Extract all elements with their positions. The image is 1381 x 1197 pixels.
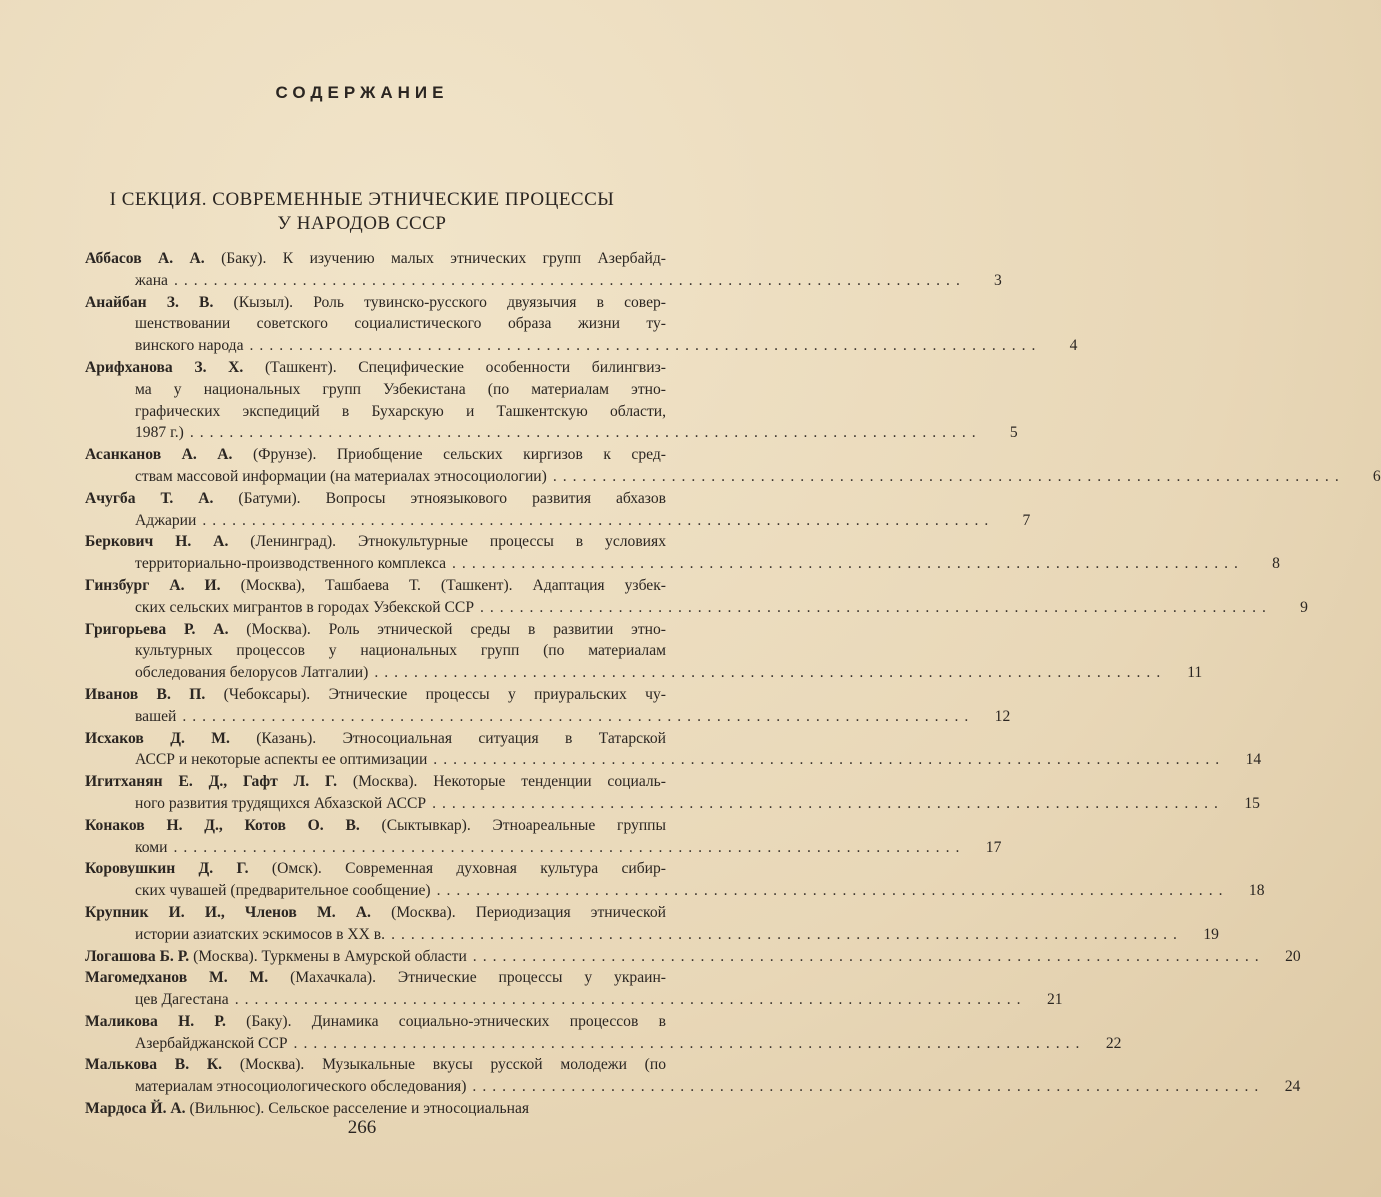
toc-page-ref: 22 [1105, 1034, 1122, 1052]
toc-entry-line [85, 640, 666, 662]
toc-entry-last-line [85, 662, 1203, 684]
toc-entry [85, 815, 1002, 859]
toc-entry-line [85, 531, 666, 553]
toc-entry-line [85, 313, 666, 335]
toc-page-ref: 17 [985, 838, 1002, 856]
toc-title-text: (Батуми). Вопросы этноязыкового развития абхазов [213, 489, 666, 507]
toc-title-text: (Фрунзе). Приобщение сельских киргизов к сред- [232, 446, 666, 464]
toc-author: Исхаков Д. М. [85, 729, 230, 747]
toc-entry [85, 946, 1301, 968]
toc-title-text: (Ленинград). Этнокультурные процессы в условиях [228, 533, 667, 551]
toc-title-text: (Чебоксары). Этнические процессы у приуральских чу- [205, 685, 666, 703]
toc-title-text: ских сельских мигрантов в городах Узбекской ССР [135, 598, 474, 616]
toc-author: Логашова Б. Р. [85, 947, 190, 965]
dot-leader: ................................................................................ [436, 882, 1229, 900]
toc-author: Маликова Н. Р. [85, 1012, 226, 1030]
dot-leader: ................................................................................ [472, 1078, 1265, 1096]
toc-entry-line [85, 248, 666, 270]
toc-entry-last-line [85, 837, 1002, 859]
toc-author: Ачугба Т. А. [85, 489, 214, 507]
toc-title-text: ного развития трудящихся Абхазской АССР [135, 794, 427, 812]
toc-title-text: цев Дагестана [135, 991, 229, 1009]
section-heading [60, 188, 664, 236]
toc-page-ref: 24 [1284, 1078, 1301, 1096]
toc-title-text: шенствовании советского социалистического образа жизни ту- [135, 315, 666, 333]
toc-entry-last-line [85, 880, 1265, 902]
toc-page-ref: 11 [1187, 664, 1203, 682]
toc-page-ref: 21 [1046, 991, 1063, 1009]
toc-title-text: (Москва). Периодизация этнической [370, 903, 666, 921]
toc-entry-line [85, 575, 666, 597]
toc-entry [85, 1011, 1122, 1055]
dot-leader: ................................................................................ [452, 555, 1244, 573]
toc-entry [85, 619, 1203, 684]
toc-author: Малькова В. К. [85, 1056, 223, 1074]
toc-title-text: (Москва), Ташбаева Т. (Ташкент). Адаптация узбек- [220, 576, 666, 594]
toc-title-text: истории азиатских эскимосов в XX в. [135, 925, 386, 943]
toc-page-ref: 9 [1300, 598, 1308, 616]
toc-title-text: (Сыктывкар). Этноареальные группы [359, 816, 666, 834]
dot-leader: ................................................................................ [202, 511, 995, 529]
toc-author: Магомедханов М. М. [85, 969, 269, 987]
toc-entry [85, 357, 1018, 444]
section-heading-line-2: У НАРОДОВ СССР [277, 213, 447, 234]
toc-entry-last-line [85, 989, 1063, 1011]
toc-author: Мардоса Й. А. [85, 1100, 186, 1118]
toc-title-text: культурных процессов у национальных групп (по материалам [135, 642, 666, 660]
toc-entry-line [85, 902, 666, 924]
toc-page-ref: 7 [1022, 511, 1031, 529]
table-of-contents [85, 248, 1381, 1120]
toc-title-text: 1987 г.) [135, 424, 184, 442]
toc-author: Конаков Н. Д., Котов О. В. [85, 816, 360, 834]
toc-entry-line [85, 684, 666, 706]
toc-title-text: (Москва). Туркмены в Амурской области [189, 947, 467, 965]
toc-entry-last-line [85, 422, 1018, 444]
dot-leader: ................................................................................ [374, 664, 1167, 682]
page-number: 266 [347, 1117, 377, 1138]
toc-entry-last-line [85, 597, 1308, 619]
toc-entry-last-line [85, 335, 1078, 357]
toc-entry-line [85, 728, 666, 750]
toc-entry-last-line [85, 706, 1011, 728]
toc-entry-last-line [85, 1076, 1301, 1098]
toc-title-text: (Казань). Этносоциальная ситуация в Татарской [229, 729, 666, 747]
dot-leader: ................................................................................ [173, 271, 966, 289]
toc-author: Крупник И. И., Членов М. А. [85, 903, 371, 921]
toc-page-ref: 15 [1244, 794, 1260, 812]
toc-author: Иванов В. П. [85, 685, 206, 703]
toc-author: Анайбан З. В. [85, 293, 214, 311]
toc-entry-line [85, 488, 666, 510]
toc-title-text: материалам этносоциологического обследования) [135, 1078, 467, 1096]
toc-page-ref: 14 [1245, 751, 1262, 769]
toc-title-text: (Баку). Динамика социально-этнических процессов в [225, 1012, 666, 1030]
toc-entry-last-line [85, 793, 1260, 815]
toc-title-text: (Баку). К изучению малых этнических групп Азербайд- [204, 250, 666, 267]
toc-title-text: (Вильнюс). Сельское расселение и этносоциальная [185, 1100, 530, 1118]
dot-leader: ................................................................................ [293, 1034, 1086, 1052]
toc-title-text: (Махачкала). Этнические процессы у украин- [268, 969, 667, 987]
toc-title-text: Аджарии [135, 511, 197, 529]
toc-title-text: жана [135, 271, 168, 289]
toc-entry [85, 967, 1063, 1011]
toc-entry [85, 902, 1219, 946]
toc-title-text: (Кызыл). Роль тувинско-русского двуязычия в совер- [213, 293, 666, 311]
toc-entry-last-line [85, 466, 1381, 488]
toc-entry-line [85, 357, 666, 379]
toc-entry [85, 1054, 1301, 1098]
toc-author: Коровушкин Д. Г. [85, 860, 249, 878]
dot-leader: ................................................................................ [234, 991, 1027, 1009]
toc-entry-last-line [85, 553, 1280, 575]
toc-title-text: (Москва). Некоторые тенденции социаль- [337, 773, 666, 791]
toc-page-ref: 6 [1372, 467, 1381, 485]
dot-leader: ................................................................................ [432, 794, 1224, 812]
toc-title-text: ствам массовой информации (на материалах этносоциологии) [135, 467, 547, 485]
toc-title-text: коми [135, 838, 168, 856]
toc-title-text: АССР и некоторые аспекты ее оптимизации [135, 751, 428, 769]
toc-entry-line [85, 292, 666, 314]
toc-title-text: вашей [135, 707, 177, 725]
toc-title-text: ма у национальных групп Узбекистана (по материалам этно- [135, 380, 666, 398]
page-title: СОДЕРЖАНИЕ [275, 83, 449, 102]
toc-entry-last-line [85, 1033, 1122, 1055]
toc-entry [85, 488, 1031, 532]
toc-page-ref: 12 [994, 707, 1011, 725]
toc-entry [85, 771, 1260, 815]
toc-entry-line [85, 1011, 666, 1033]
toc-title-text: графических экспедиций в Бухарскую и Ташкентскую области, [135, 402, 666, 420]
dot-leader: ................................................................................ [433, 751, 1226, 769]
toc-author: Аббасов А. А. [85, 250, 205, 267]
toc-entry-last-line [85, 270, 1002, 292]
toc-title-text: территориально-производственного комплекса [135, 555, 447, 573]
dot-leader: ................................................................................ [391, 925, 1183, 943]
dot-leader: ................................................................................ [189, 424, 982, 442]
dot-leader: ................................................................................ [552, 467, 1345, 485]
toc-entry-line [85, 858, 666, 880]
toc-title-text: Азербайджанской ССР [135, 1034, 288, 1052]
toc-title-text: обследования белорусов Латгалии) [135, 664, 369, 682]
toc-entry-line [85, 619, 666, 641]
toc-author: Беркович Н. А. [85, 533, 229, 551]
toc-entry-last-line [85, 946, 1301, 968]
section-heading-line-1: I СЕКЦИЯ. СОВРЕМЕННЫЕ ЭТНИЧЕСКИЕ ПРОЦЕССЫ [109, 189, 615, 210]
toc-title-text: винского народа [135, 337, 244, 355]
toc-entry [85, 444, 1381, 488]
toc-author: Григорьева Р. А. [85, 620, 229, 638]
toc-page-ref: 8 [1272, 555, 1280, 573]
toc-entry-line [85, 401, 666, 423]
toc-page-ref: 19 [1203, 925, 1219, 943]
dot-leader: ................................................................................ [182, 707, 975, 725]
toc-author: Асанканов А. А. [85, 446, 233, 464]
toc-title-text: (Ташкент). Специфические особенности билингвиз- [243, 358, 666, 376]
toc-author: Арифханова З. Х. [85, 358, 244, 376]
toc-entry-line [85, 444, 666, 466]
toc-entry [85, 684, 1011, 728]
toc-title-text: (Омск). Современная духовная культура сибир- [248, 860, 666, 878]
toc-entry-last-line [85, 749, 1262, 771]
toc-entry-line [85, 379, 666, 401]
toc-entry [85, 858, 1265, 902]
toc-page-ref: 18 [1248, 882, 1265, 900]
toc-entry-last-line [85, 510, 1031, 532]
toc-entry [85, 531, 1280, 575]
toc-title-text: (Москва). Музыкальные вкусы русской молодежи (по [222, 1056, 666, 1074]
toc-author: Гинзбург А. И. [85, 576, 221, 594]
toc-page-ref: 4 [1069, 337, 1078, 355]
toc-page-ref: 5 [1009, 424, 1018, 442]
dot-leader: ................................................................................ [173, 838, 966, 856]
toc-entry [85, 728, 1262, 772]
toc-title-text: (Москва). Роль этнической среды в развитии этно- [228, 620, 666, 638]
dot-leader: ................................................................................ [472, 947, 1265, 965]
toc-entry-line [85, 771, 666, 793]
toc-page-ref: 20 [1285, 947, 1301, 965]
toc-page-ref: 3 [994, 271, 1002, 289]
dot-leader: ................................................................................ [480, 598, 1272, 616]
toc-entry [85, 292, 1078, 357]
toc-entry-last-line [85, 924, 1219, 946]
toc-entry-line [85, 1054, 666, 1076]
toc-entry-line [85, 967, 666, 989]
toc-entry [85, 248, 1002, 292]
toc-entry [85, 575, 1308, 619]
dot-leader: ................................................................................ [249, 337, 1042, 355]
toc-entry-line [85, 815, 666, 837]
toc-author: Игитханян Е. Д., Гафт Л. Г. [85, 773, 338, 791]
toc-title-text: ских чувашей (предварительное сообщение) [135, 882, 431, 900]
